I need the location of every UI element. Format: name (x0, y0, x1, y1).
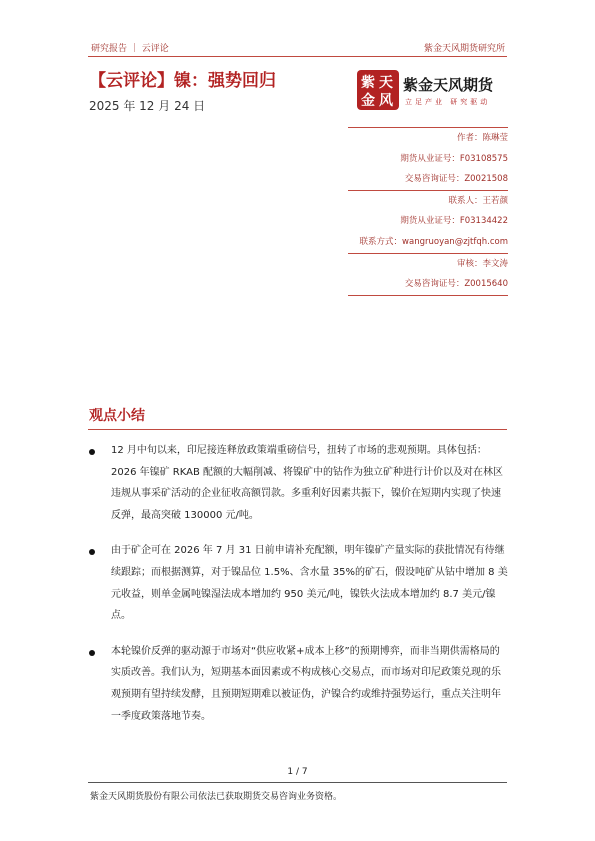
header-breadcrumb: 研究报告 ｜ 云评论 (91, 44, 169, 54)
author-info-panel (348, 127, 508, 296)
seal-char: 风 (379, 93, 393, 109)
footer-divider (88, 782, 507, 783)
list-item (89, 440, 509, 526)
seal-char: 紫 (361, 75, 375, 91)
info-divider (348, 295, 508, 296)
bullet-icon (89, 650, 95, 656)
contact-email[interactable]: 联系方式：wangruoyan@zjtfqh.com (359, 236, 508, 247)
bullet-text: 由于矿企可在 2026 年 7 月 31 日前申请补充配额，明年镍矿产量实际的获批情况有待继续跟踪；而根据测算，对于镍品位 1.5%、含水量 35%的矿石，假设吨矿从钴中增加 8 美元收益，则单金属吨镍湿法成本增加约 950 美元/吨，镍铁火法成本增加约 8.7 美元/镍点。 (111, 545, 508, 622)
summary-divider (88, 429, 507, 430)
logo-company-name: 紫金天风期货 (403, 76, 494, 94)
report-date: 2025 年 12 月 24 日 (89, 99, 206, 113)
list-item (89, 540, 509, 626)
bullet-text: 12 月中旬以来，印尼接连释放政策端重磅信号，扭转了市场的悲观预期。具体包括：2026 年镍矿 RKAB 配额的大幅削减、将镍矿中的钴作为独立矿种进行计价以及对在林区违规从事采矿活动的企业征收高额罚款。多重利好因素共振下，镍价在短期内实现了快速反弹，最高突破 130000 元/吨。 (111, 445, 504, 521)
reviewer-name: 审核：李文涛 (456, 258, 508, 269)
contact-futures-license: 期货从业证号：F03134422 (400, 216, 508, 227)
bullet-icon (89, 549, 95, 555)
author-futures-license: 期货从业证号：F03108575 (400, 153, 508, 164)
seal-char: 金 (361, 93, 375, 109)
seal-char: 天 (379, 75, 393, 91)
author-name: 作者：陈琳莹 (456, 133, 508, 143)
bullet-icon (89, 449, 95, 455)
logo-seal-icon (357, 70, 399, 110)
contact-name: 联系人：王若颜 (448, 195, 508, 206)
list-item (89, 641, 509, 727)
author-advisory-license: 交易咨询证号：Z0021508 (404, 174, 508, 185)
summary-section-title: 观点小结 (89, 408, 145, 424)
bullet-text: 本轮镍价反弹的驱动源于市场对“供应收紧+成本上移”的预期博弈，而非当期供需格局的实质改善。我们认为，短期基本面因素或不构成核心交易点，而市场对印尼政策兑现的乐观预期有望持续发酵，且预期短期难以被证伪，沪镍合约或维持强势运行，重点关注明年一季度政策落地节奏。 (111, 645, 501, 722)
company-logo (357, 70, 507, 116)
header-divider (88, 56, 507, 57)
page-number: 1 / 7 (287, 767, 308, 777)
logo-slogan: 立足产业 研究驱动 (405, 98, 491, 106)
footer-disclaimer: 紫金天风期货股份有限公司依法已获取期货交易咨询业务资格。 (90, 792, 343, 802)
header-institute: 紫金天风期货研究所 (423, 44, 505, 54)
reviewer-advisory-license: 交易咨询证号：Z0015640 (404, 279, 508, 290)
report-title: 【云评论】镍：强势回归 (89, 71, 276, 91)
summary-bullet-list (89, 440, 509, 741)
